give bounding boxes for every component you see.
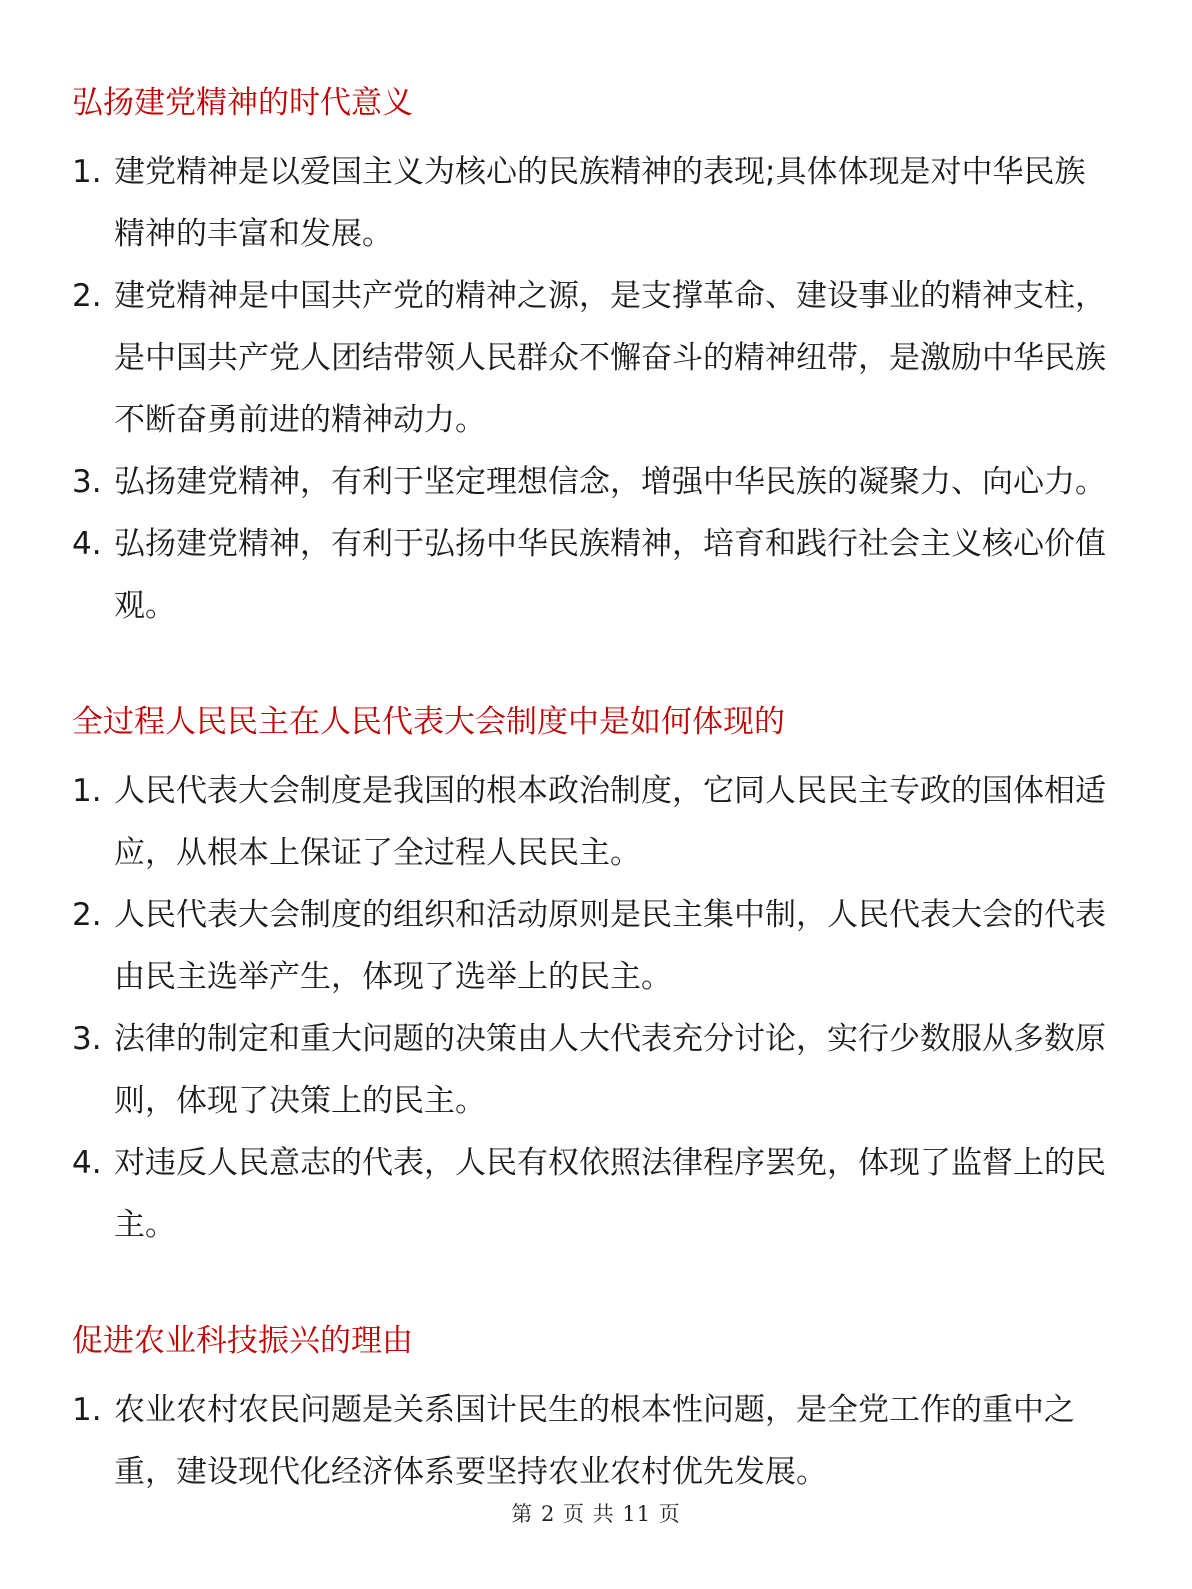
item-number: 1.	[72, 773, 102, 809]
list-item	[72, 1008, 1112, 1132]
numbered-list	[72, 760, 1112, 1256]
item-number: 1.	[72, 1392, 102, 1428]
list-item	[72, 513, 1112, 637]
section-whole-process-democracy	[72, 699, 1112, 1256]
item-number: 4.	[72, 1145, 102, 1181]
item-number: 3.	[72, 464, 102, 500]
section-agri-tech	[72, 1318, 1112, 1503]
item-text: 建党精神是中国共产党的精神之源，是支撑革命、建设事业的精神支柱，是中国共产党人团结带领人民群众不懈奋斗的精神纽带，是激励中华民族不断奋勇前进的精神动力。	[114, 278, 1106, 438]
item-text: 建党精神是以爱国主义为核心的民族精神的表现;具体体现是对中华民族精神的丰富和发展。	[114, 154, 1086, 252]
section-title: 全过程人民民主在人民代表大会制度中是如何体现的	[72, 704, 785, 740]
item-number: 2.	[72, 897, 102, 933]
numbered-list	[72, 1379, 1112, 1503]
section-title: 弘扬建党精神的时代意义	[72, 85, 413, 121]
item-number: 1.	[72, 154, 102, 190]
item-number: 2.	[72, 278, 102, 314]
item-text: 弘扬建党精神，有利于弘扬中华民族精神，培育和践行社会主义核心价值观。	[114, 526, 1106, 624]
section-title: 促进农业科技振兴的理由	[72, 1323, 413, 1359]
item-text: 对违反人民意志的代表，人民有权依照法律程序罢免，体现了监督上的民主。	[114, 1145, 1106, 1243]
item-number: 4.	[72, 526, 102, 562]
item-text: 农业农村农民问题是关系国计民生的根本性问题，是全党工作的重中之重，建设现代化经济体系要坚持农业农村优先发展。	[114, 1392, 1075, 1490]
item-text: 弘扬建党精神，有利于坚定理想信念，增强中华民族的凝聚力、向心力。	[114, 464, 1106, 500]
section-party-spirit	[72, 80, 1112, 637]
item-text: 人民代表大会制度是我国的根本政治制度，它同人民民主专政的国体相适应，从根本上保证了全过程人民民主。	[114, 773, 1106, 871]
list-item	[72, 141, 1112, 265]
list-item	[72, 451, 1112, 513]
list-item	[72, 884, 1112, 1008]
numbered-list	[72, 141, 1112, 637]
item-text: 法律的制定和重大问题的决策由人大代表充分讨论，实行少数服从多数原则，体现了决策上的民主。	[114, 1021, 1106, 1119]
item-text: 人民代表大会制度的组织和活动原则是民主集中制，人民代表大会的代表由民主选举产生，体现了选举上的民主。	[114, 897, 1106, 995]
list-item	[72, 265, 1112, 451]
list-item	[72, 1379, 1112, 1503]
list-item	[72, 760, 1112, 884]
item-number: 3.	[72, 1021, 102, 1057]
list-item	[72, 1132, 1112, 1256]
document-body	[72, 80, 1112, 1565]
page-number: 第 2 页 共 11 页	[511, 1502, 681, 1526]
